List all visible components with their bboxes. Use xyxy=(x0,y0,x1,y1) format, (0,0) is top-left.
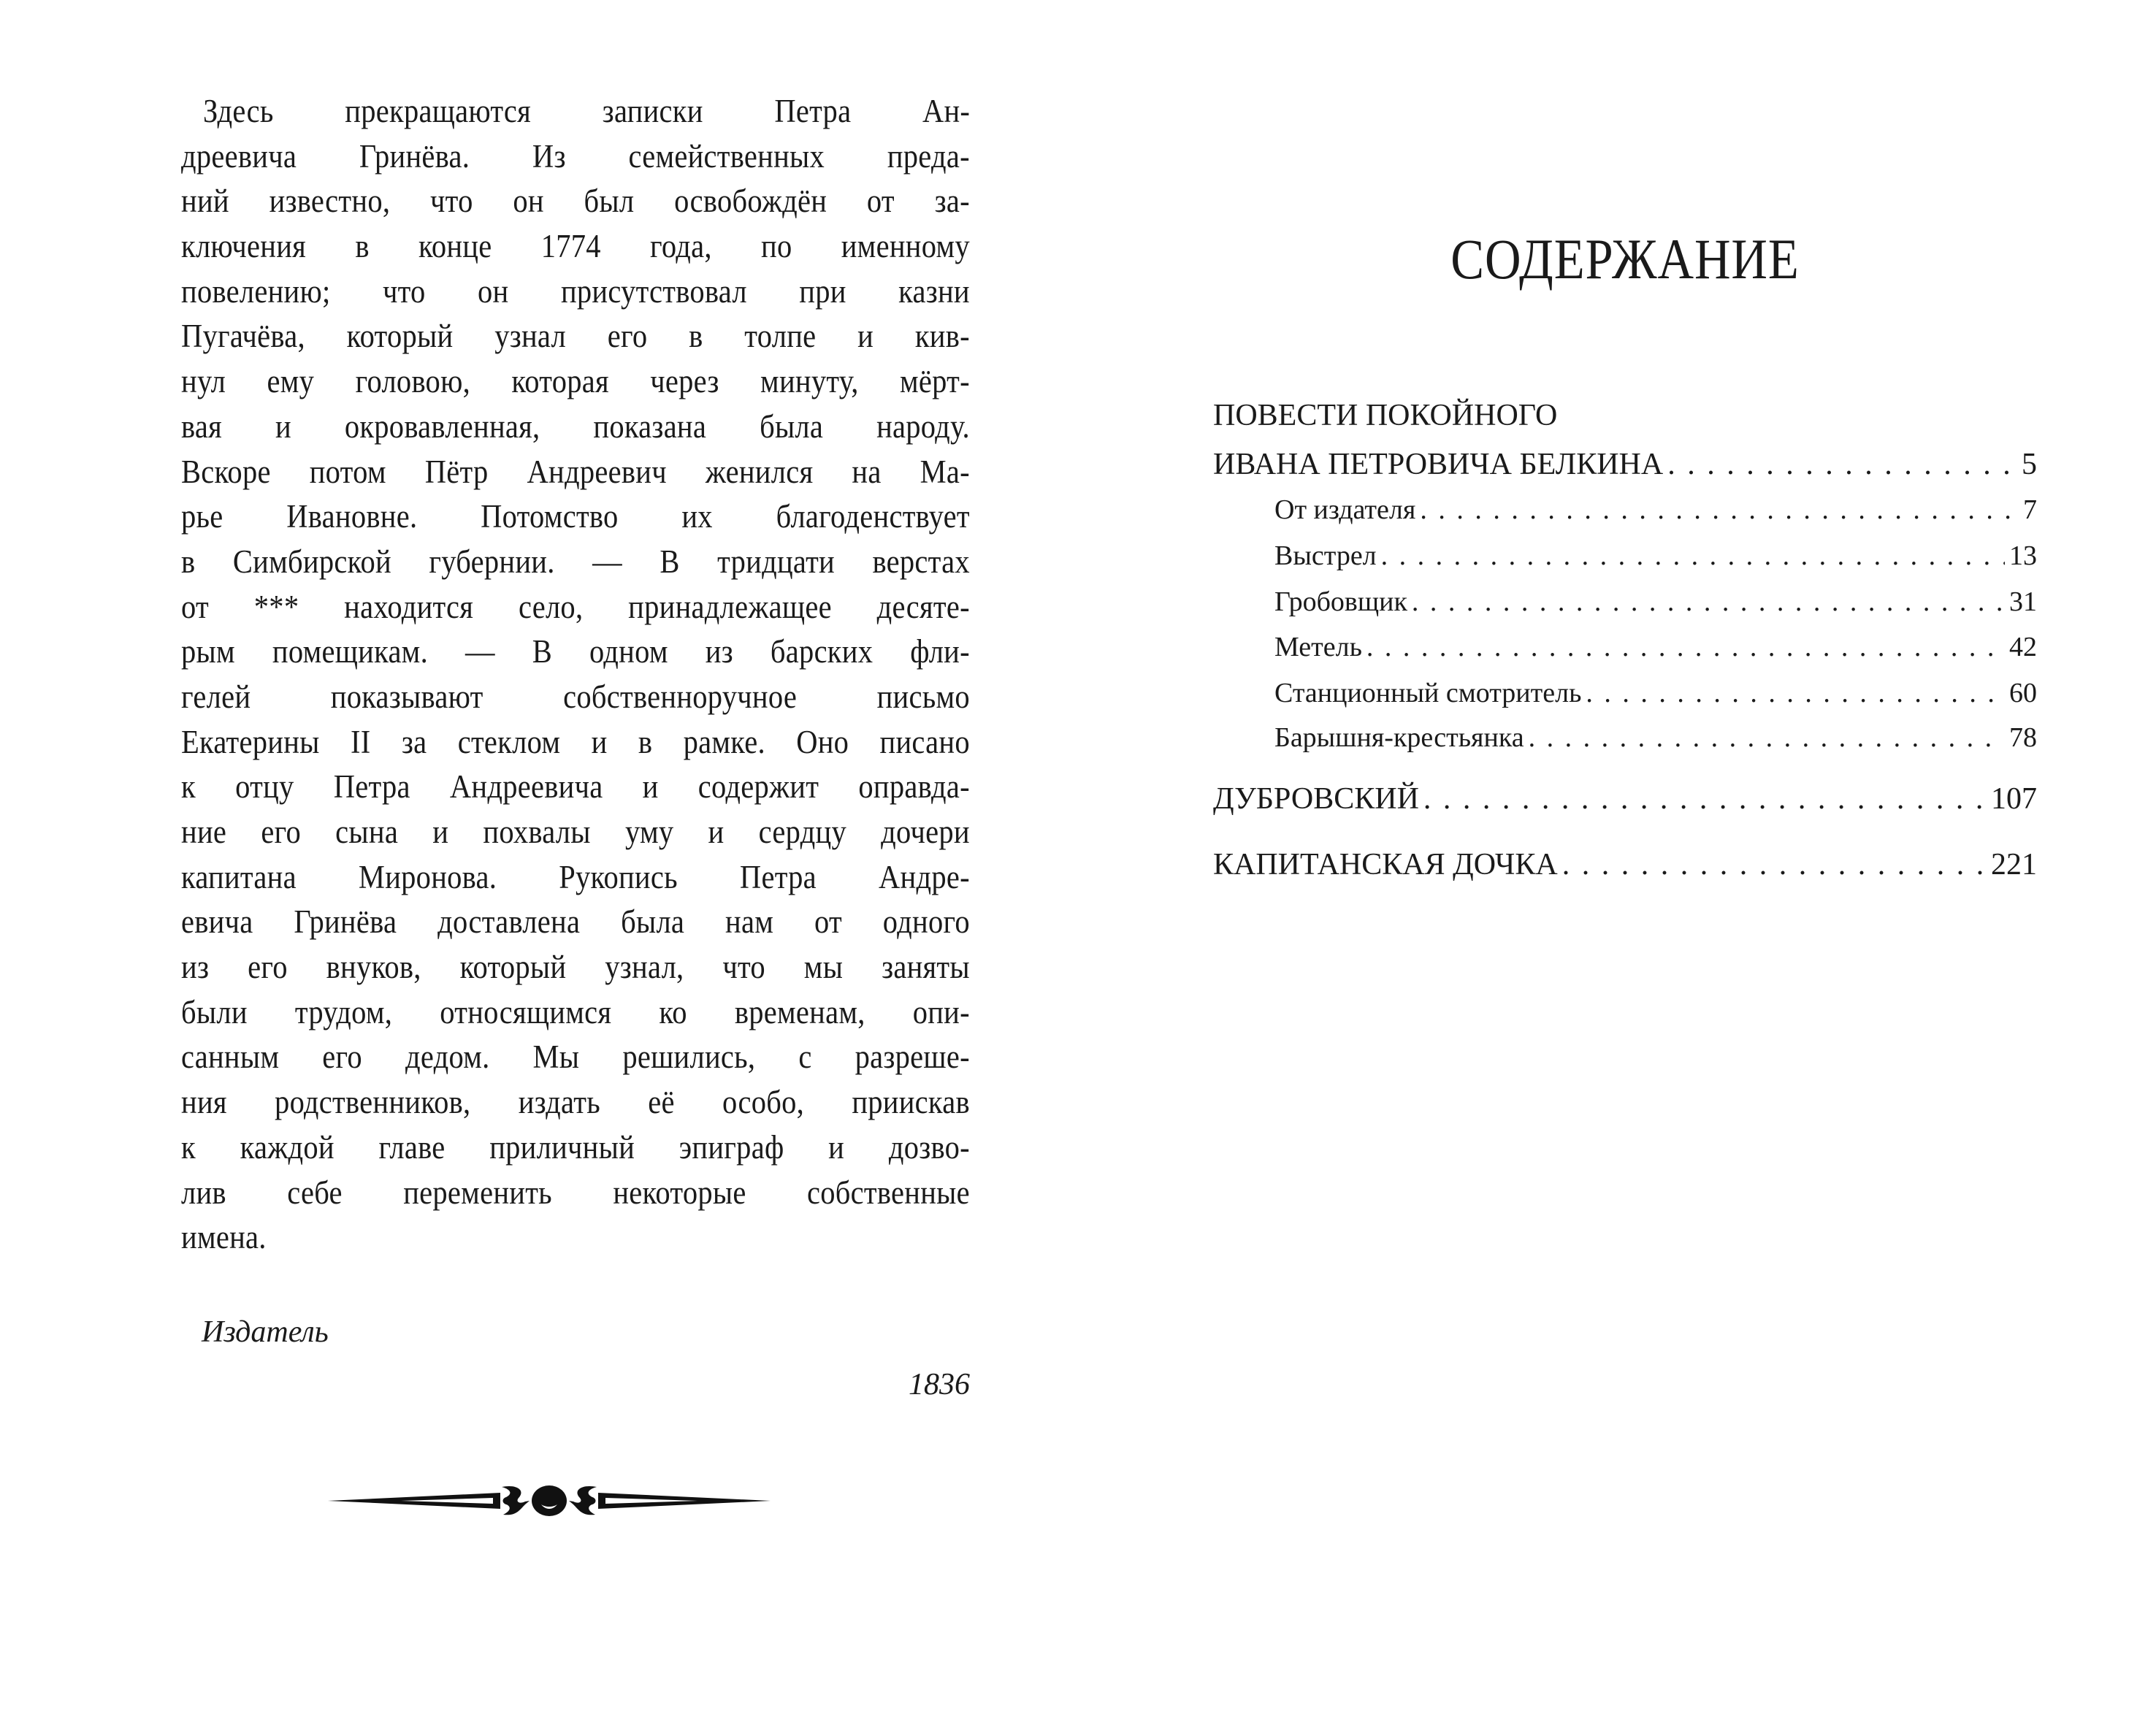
decorative-divider-icon xyxy=(328,1483,771,1519)
toc-entry-label: От издателя xyxy=(1274,494,1416,525)
toc-page-number: 60 xyxy=(2009,678,2037,708)
toc-entry-label: Метель xyxy=(1274,632,1362,662)
dot-leader xyxy=(1529,722,2005,754)
toc-entry-label: Станционный смотритель xyxy=(1274,678,1582,708)
text-line: к отцу Петра Андреевича и содержит оправда- xyxy=(181,768,970,806)
toc-page-number: 7 xyxy=(2023,494,2037,525)
toc-entry-label: ДУБРОВСКИЙ xyxy=(1213,782,1419,816)
text-line: ния родственников, издать её особо, приискав xyxy=(181,1084,970,1121)
toc-entry[interactable] xyxy=(1274,540,2037,572)
text-line: Пугачёва, который узнал его в толпе и кив- xyxy=(181,318,970,355)
text-line: от *** находится село, принадлежащее десяте- xyxy=(181,588,970,625)
page-title: СОДЕРЖАНИЕ xyxy=(1450,227,1800,291)
year: 1836 xyxy=(909,1368,970,1401)
toc-entry-label: ИВАНА ПЕТРОВИЧА БЕЛКИНА xyxy=(1213,448,1664,481)
text-line: нул ему головою, которая через минуту, мёрт- xyxy=(181,363,970,400)
text-line: рым помещикам. — В одном из барских фли- xyxy=(181,633,970,670)
text-line: вая и окровавленная, показана была народу. xyxy=(181,408,970,445)
toc-entry-label: Выстрел xyxy=(1274,540,1377,571)
toc-entry-label: ПОВЕСТИ ПОКОЙНОГО xyxy=(1213,399,1558,432)
toc-entry[interactable] xyxy=(1274,586,2037,618)
toc-page-number: 13 xyxy=(2009,540,2037,571)
text-line: евича Гринёва доставлена была нам от одного xyxy=(181,903,970,941)
toc-entry[interactable] xyxy=(1274,677,2037,709)
dot-leader xyxy=(1586,677,2005,709)
dot-leader xyxy=(1667,447,2017,482)
text-line: в Симбирской губернии. — В тридцати верстах xyxy=(181,543,970,580)
text-line: из его внуков, который узнал, что мы заняты xyxy=(181,949,970,986)
toc-page-number: 31 xyxy=(2009,586,2037,617)
toc-entry[interactable] xyxy=(1274,494,2037,526)
toc-page-number: 107 xyxy=(1991,782,2037,816)
text-line: гелей показывают собственноручное письмо xyxy=(181,678,970,715)
toc-entry-label: Гробовщик xyxy=(1274,586,1407,617)
text-line: Екатерины II за стеклом и в рамке. Оно писано xyxy=(181,723,970,760)
dot-leader xyxy=(1366,631,2005,663)
dot-leader xyxy=(1562,847,1987,882)
text-line: имена. xyxy=(181,1219,267,1256)
toc-page-number: 78 xyxy=(2009,722,2037,753)
toc-entry[interactable] xyxy=(1274,631,2037,663)
afterword-text xyxy=(181,89,970,1261)
toc-entry[interactable] xyxy=(1213,447,2037,482)
text-line: повелению; что он присутствовал при казни xyxy=(181,272,970,310)
dot-leader xyxy=(1381,540,2005,572)
dot-leader xyxy=(1412,586,2005,618)
text-line: ние его сына и похвалы уму и сердцу дочери xyxy=(181,814,970,850)
toc-entry-label: КАПИТАНСКАЯ ДОЧКА xyxy=(1213,848,1558,881)
text-line: рье Ивановне. Потомство их благоденствует xyxy=(181,498,970,535)
toc-page-number: 42 xyxy=(2009,632,2037,662)
text-line: к каждой главе приличный эпиграф и дозво- xyxy=(181,1128,970,1166)
toc-entry[interactable] xyxy=(1213,781,2037,816)
text-line: ключения в конце 1774 года, по именному xyxy=(181,228,970,265)
text-line: Вскоре потом Пётр Андреевич женился на Ма- xyxy=(181,453,970,490)
text-line: ний известно, что он был освобождён от за- xyxy=(181,183,970,220)
text-line: были трудом, относящимся ко временам, опи- xyxy=(181,993,970,1030)
signature-publisher: Издатель xyxy=(202,1315,329,1349)
dot-leader xyxy=(1423,781,1987,816)
text-line: дреевича Гринёва. Из семейственных преда- xyxy=(181,137,970,175)
text-line: Здесь прекращаются записки Петра Ан- xyxy=(203,93,971,129)
toc-entry-label: Барышня-крестьянка xyxy=(1274,722,1524,753)
text-line: санным его дедом. Мы решились, с разреше- xyxy=(181,1039,970,1076)
toc-page-number: 5 xyxy=(2022,448,2037,481)
toc-entry[interactable] xyxy=(1274,722,2037,754)
toc-entry[interactable] xyxy=(1213,847,2037,882)
text-line: лив себе переменить некоторые собственные xyxy=(181,1174,970,1211)
text-line: капитана Миронова. Рукопись Петра Андре- xyxy=(181,858,970,895)
toc-page-number: 221 xyxy=(1991,848,2037,881)
dot-leader xyxy=(1420,494,2019,526)
toc-entry-heading[interactable] xyxy=(1213,398,2037,433)
